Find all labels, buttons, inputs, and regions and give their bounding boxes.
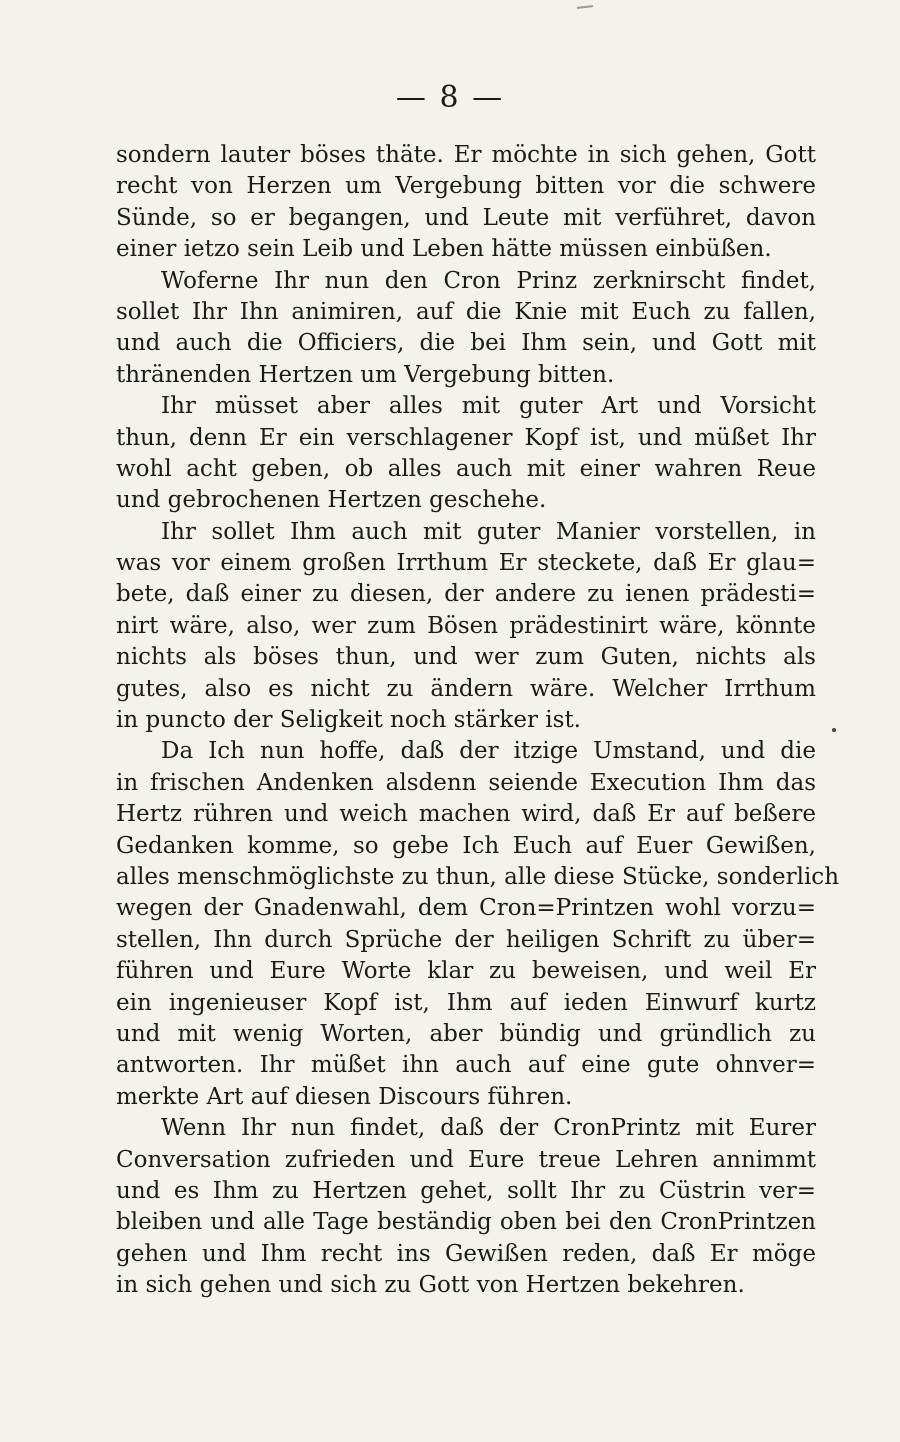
text-line: thun, denn Er ein verschlagener Kopf ist, und müßet Ihr [116, 424, 816, 451]
text-line: ein ingenieuser Kopf ist, Ihm auf ieden Einwurf kurtz [116, 989, 816, 1016]
body-text [116, 140, 840, 1301]
text-line: sollet Ihr Ihn animiren, auf die Knie mit Euch zu fallen, [116, 298, 816, 325]
text-line: stellen, Ihn durch Sprüche der heiligen Schrift zu über= [116, 926, 816, 953]
text-line: bleiben und alle Tage beständig oben bei den CronPrintzen [116, 1209, 816, 1236]
text-line: gehen und Ihm recht ins Gewißen reden, daß Er möge [116, 1240, 816, 1267]
text-line: Ihr müsset aber alles mit guter Art und Vorsicht [161, 393, 816, 420]
text-line: in sich gehen und sich zu Gott von Hertzen bekehren. [116, 1272, 745, 1299]
text-line: alles menschmöglichste zu thun, alle diese Stücke, sonderlich [116, 863, 840, 890]
text-line: nirt wäre, also, wer zum Bösen prädestinirt wäre, könnte [116, 612, 816, 639]
text-line: in puncto der Seligkeit noch stärker ist. [116, 707, 581, 734]
text-line: was vor einem großen Irrthum Er steckete, daß Er glau= [116, 550, 816, 577]
text-line: nichts als böses thun, und wer zum Guten, nichts als [116, 644, 816, 671]
text-line: und es Ihm zu Hertzen gehet, sollt Ihr zu Cüstrin ver= [116, 1177, 816, 1204]
text-line: Wenn Ihr nun findet, daß der CronPrintz mit Eurer [161, 1115, 816, 1142]
text-line: in frischen Andenken alsdenn seiende Execution Ihm das [116, 769, 816, 796]
text-line: sondern lauter böses thäte. Er möchte in sich gehen, Gott [116, 142, 816, 168]
text-line: wegen der Gnadenwahl, dem Cron=Printzen wohl vorzu= [116, 895, 816, 922]
text-line: Ihr sollet Ihm auch mit guter Manier vorstellen, in [161, 518, 816, 545]
text-line: merkte Art auf diesen Discours führen. [116, 1083, 573, 1110]
paper-mark [577, 5, 593, 9]
text-line: und mit wenig Worten, aber bündig und gründlich zu [116, 1020, 816, 1047]
text-line: und auch die Officiers, die bei Ihm sein, und Gott mit [116, 330, 816, 357]
text-line: und gebrochenen Hertzen geschehe. [116, 487, 547, 514]
text-line: antworten. Ihr müßet ihn auch auf eine gute ohnver= [116, 1052, 816, 1079]
page-number: — 8 — [395, 80, 505, 115]
text-line: einer ietzo sein Leib und Leben hätte müssen einbüßen. [116, 236, 772, 263]
text-line: bete, daß einer zu diesen, der andere zu ienen prädesti= [116, 581, 816, 608]
text-line: Gedanken komme, so gebe Ich Euch auf Euer Gewißen, [116, 832, 816, 859]
ink-speck [832, 728, 836, 732]
text-line: recht von Herzen um Vergebung bitten vor die schwere [116, 173, 816, 200]
text-line: thränenden Hertzen um Vergebung bitten. [116, 361, 615, 388]
text-line: Conversation zufrieden und Eure treue Lehren annimmt [116, 1146, 816, 1173]
text-line: Woferne Ihr nun den Cron Prinz zerknirscht findet, [161, 267, 816, 294]
text-line: gutes, also es nicht zu ändern wäre. Welcher Irrthum [116, 675, 816, 702]
text-line: Hertz rühren und weich machen wird, daß Er auf beßere [116, 801, 816, 828]
text-line: führen und Eure Worte klar zu beweisen, und weil Er [116, 958, 816, 985]
text-line: Da Ich nun hoffe, daß der itzige Umstand, und die [161, 738, 816, 765]
text-line: Sünde, so er begangen, und Leute mit verführet, davon [116, 204, 816, 231]
text-line: wohl acht geben, ob alles auch mit einer wahren Reue [116, 455, 816, 482]
